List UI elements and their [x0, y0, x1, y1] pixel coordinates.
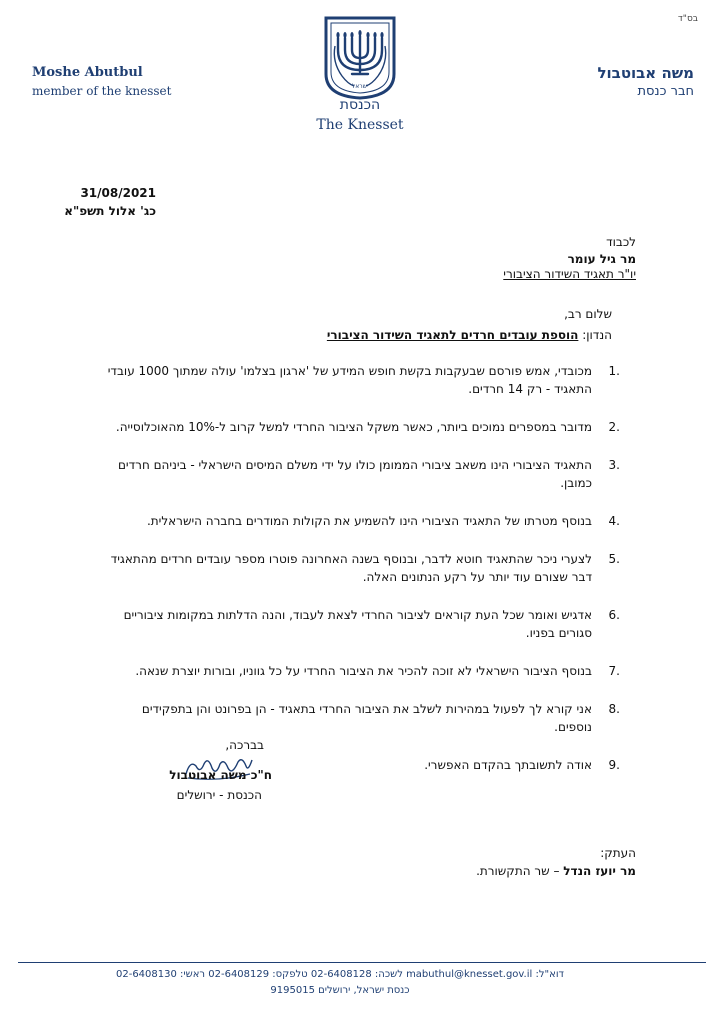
- mk-name-en: Moshe Abutbul: [32, 65, 143, 80]
- knesset-title-en: The Knesset: [316, 117, 404, 133]
- emblem-text: ישראל: [351, 83, 369, 90]
- list-item-text: התאגיד הציבורי הינו משאב ציבורי הממומן כולו על ידי משלם המיסים הישראלי - ביניהם חרדים כמובן.: [117, 458, 592, 490]
- footer-divider: [18, 962, 706, 963]
- list-item: [105, 418, 620, 436]
- recipient-name: מר גיל עומר: [567, 252, 636, 266]
- knesset-title-he: הכנסת: [339, 97, 381, 113]
- list-item-number: 2.: [608, 420, 620, 434]
- signer-place: הכנסת - ירושלים: [176, 788, 262, 802]
- numbered-list: [105, 362, 620, 794]
- cc-role: – שר התקשורת.: [476, 864, 564, 878]
- list-item: [105, 512, 620, 530]
- list-item-text: אדגיש ואומר שכל העת קוראים לציבור החרדי לצאת לעבוד, והנה הדלתות במקומות ציבוריים סגורים בפניו.: [123, 608, 592, 640]
- list-item-number: 1.: [608, 364, 620, 378]
- list-item-text: מכובדי, אמש פורסם שבעקבות בקשת חופש המידע של 'ארגון בצלמו' עולה שמתוך 1000 עובדי התאגיד - רק 14 חרדים.: [107, 364, 592, 396]
- list-item-text: בנוסף הציבור הישראלי לא זוכה להכיר את הציבור החרדי על כל גווניו, ובורות יוצרת שנאה.: [135, 664, 592, 678]
- date-gregorian: 31/08/2021: [80, 186, 156, 200]
- list-item-number: 7.: [608, 664, 620, 678]
- list-item-text: בנוסף מטרתו של התאגיד הציבורי הינו להשמיע את הקולות המודרים בחברה הישראלית.: [146, 514, 592, 528]
- cc-label: העתק:: [600, 846, 636, 860]
- mk-name-english-block: [32, 65, 171, 98]
- list-item-text: אני קורא לך לפעול במהירות לשלב את הציבור החרדי בתאגיד - הן בפרונט והן בתפקידים נוספים.: [141, 702, 592, 734]
- list-item-number: 9.: [608, 758, 620, 772]
- list-item: [105, 456, 620, 492]
- subject-label: הנדון:: [582, 328, 612, 342]
- list-item-number: 4.: [608, 514, 620, 528]
- mk-role-he: חבר כנסת: [637, 84, 694, 99]
- mk-role-en: member of the knesset: [32, 84, 172, 98]
- list-item: [105, 662, 620, 680]
- list-item: [105, 606, 620, 642]
- subject-line: [327, 328, 612, 342]
- list-item: [105, 550, 620, 586]
- list-item: [105, 362, 620, 398]
- subject-text: הוספת עובדים חרדים לתאגיד השידור הציבורי: [326, 328, 579, 342]
- list-item-number: 8.: [608, 702, 620, 716]
- list-item-number: 6.: [608, 608, 620, 622]
- greeting: שלום רב,: [564, 307, 612, 321]
- list-item-number: 5.: [608, 552, 620, 566]
- bsd-mark: בס"ד: [677, 14, 698, 24]
- recipient-title: יו"ר תאגיד השידור הציבורי: [503, 267, 636, 281]
- cc-name: מר יועז הנדל: [563, 864, 636, 878]
- list-item-text: לצערי ניכר שהתאגיד חוטא לדבר, ובנוסף בשנה האחרונה פוטרו מספר עובדים חרדים מהתאגיד דבר שצורם עוד יותר על רקע הנתונים האלה.: [110, 552, 592, 584]
- list-item-text: מדובר במספרים נמוכים ביותר, כאשר משקל הציבור החרדי למשל קרוב ל-10% מהאוכלוסייה.: [115, 420, 592, 434]
- footer-contact: דוא"ל: mabuthul@knesset.gov.il לשכה: 02-6408128 טלפקס: 02-6408129 ראשי: 02-6408130: [115, 969, 564, 980]
- list-item-number: 3.: [608, 458, 620, 472]
- recipient-to: לכבוד: [606, 235, 636, 249]
- closing-greeting: בברכה,: [225, 738, 264, 752]
- cc-line: [476, 864, 636, 878]
- mk-name-hebrew-block: [597, 64, 694, 99]
- list-item: [105, 700, 620, 736]
- mk-name-he: משה אבוטבול: [597, 64, 694, 82]
- knesset-emblem-icon: [322, 16, 398, 100]
- list-item-text: אודה לתשובתך בהקדם האפשרי.: [424, 758, 592, 772]
- signer-name: ח"כ משה אבוטבול: [169, 768, 272, 782]
- footer-address: כנסת ישראל, ירושלים 9195015: [270, 985, 410, 996]
- date-hebrew: כג' אלול תשפ"א: [64, 204, 156, 218]
